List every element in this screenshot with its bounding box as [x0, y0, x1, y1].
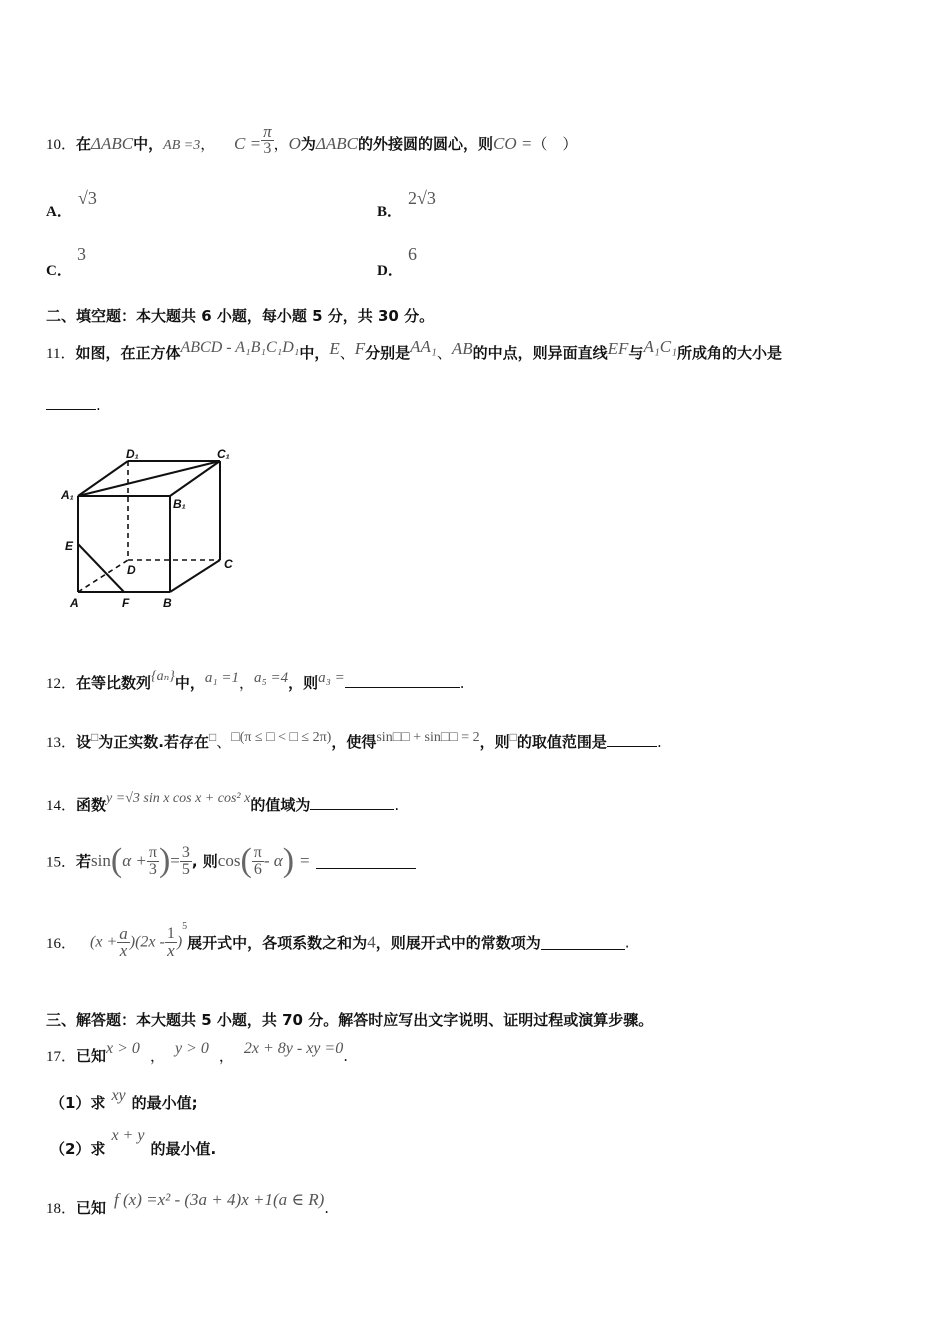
- option-d-label: D．: [377, 263, 403, 279]
- q10-stem: 10．在ΔABC中，AB =3， C = $\frac{\pi}{3}$ ，O为ΔABC的外接圆的圆心，则CO =（ ）: [46, 122, 578, 157]
- label-f: F: [122, 596, 130, 610]
- q15-pi-over-3: $\frac{\pi}{3}$: [148, 843, 157, 878]
- section-3-heading: 三、解答题：本大题共 5 小题，共 70 分。解答时应写出文字说明、证明过程或演算步骤。: [46, 1011, 654, 1029]
- q10-c-fraction: $\frac{\pi}{3}$: [263, 122, 272, 157]
- q13-blank[interactable]: [607, 732, 657, 747]
- label-b: B: [163, 596, 172, 610]
- label-c1: C₁: [217, 447, 230, 461]
- q16-stem: 16． (x + $\frac{a}{x}$ )(2x - $\frac{1}{x}$ )$^5$展开式中，各项系数之和为4，则展开式中的常数项为 .: [46, 921, 630, 960]
- q15-stem: 15．若sin(α + $\frac{\pi}{3}$ )= $\frac{3}{5}$ , 则cos( $\frac{\pi}{6}$ - α) =: [46, 842, 416, 886]
- q12-blank[interactable]: [345, 673, 460, 688]
- label-b1: B₁: [173, 497, 186, 511]
- option-d-value: 6: [408, 244, 417, 264]
- option-c-label: C．: [46, 263, 72, 279]
- q17-part-1: （1）求 xy 的最小值;: [50, 1087, 198, 1112]
- label-a1: A₁: [61, 488, 74, 502]
- option-b-value: 2√3: [408, 188, 436, 208]
- label-d1: D₁: [126, 447, 139, 461]
- q18-stem: 18．已知 f (x) =x² - (3a + 4)x +1(a ∈ R).: [46, 1190, 330, 1217]
- section-2-heading: 二、填空题：本大题共 6 小题，每小题 5 分，共 30 分。: [46, 307, 435, 325]
- q15-pi-over-6: $\frac{\pi}{6}$: [253, 843, 262, 878]
- q14-stem: 14．函数y =√3 sin x cos x + cos² x的值域为 .: [46, 791, 400, 814]
- q11-blank[interactable]: [46, 395, 96, 410]
- option-c-value: 3: [77, 244, 86, 264]
- q11-stem: 11．如图，在正方体ABCD - A₁B₁C₁D₁中，E、F分别是AA₁、AB的中点，则异面直线EF与A₁C₁所成角的大小是: [46, 337, 782, 362]
- option-a-label: A．: [46, 204, 72, 220]
- q15-value-fraction: $\frac{3}{5}$: [181, 843, 190, 878]
- q16-a-over-x: $\frac{a}{x}$: [119, 924, 128, 960]
- label-e: E: [65, 539, 74, 553]
- q17-stem: 17．已知x > 0 ， y > 0 ， 2x + 8y - xy =0.: [46, 1040, 348, 1065]
- label-c: C: [224, 557, 233, 571]
- edge-bc: [170, 560, 220, 592]
- segment-ef: [78, 544, 124, 592]
- q11-answer-line: .: [46, 395, 101, 414]
- segment-a1c1: [78, 461, 220, 496]
- q17-part-2: （2）求x + y的最小值.: [50, 1127, 217, 1158]
- option-a-value: √3: [78, 188, 97, 208]
- q12-stem: 12．在等比数列{aₙ}中，a₁ =1，a₅ =4，则a₃ = .: [46, 669, 465, 692]
- q16-blank[interactable]: [541, 935, 625, 950]
- option-b-label: B．: [377, 204, 403, 220]
- q16-one-over-x: $\frac{1}{x}$: [166, 925, 175, 960]
- q14-blank[interactable]: [310, 795, 394, 810]
- q15-blank[interactable]: [316, 854, 416, 869]
- label-a: A: [70, 596, 79, 610]
- cube-figure: [56, 444, 246, 614]
- q13-stem: 13．设□为正实数.若存在□、□(π ≤ □ < □ ≤ 2π)，使得sin□□ + sin□□ = 2，则□的取值范围是 .: [46, 730, 662, 751]
- label-d: D: [127, 563, 136, 577]
- q10-number: 10．: [46, 137, 77, 153]
